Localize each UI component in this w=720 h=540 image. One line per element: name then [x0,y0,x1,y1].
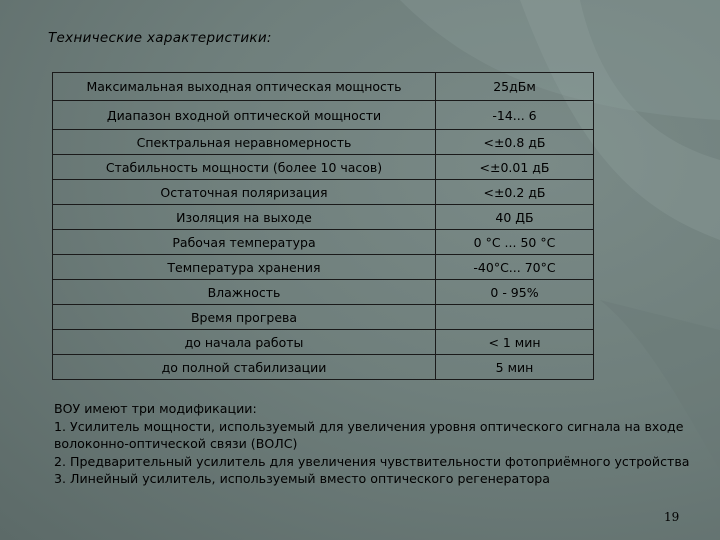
slide-heading: Технические характеристики: [48,30,272,46]
table-row [53,230,594,255]
modification-item: 1. Усилитель мощности, используемый для увеличения уровня оптического сигнала на входе волоконно-оптической связи (ВОЛС) [54,418,684,452]
spec-value: < 1 мин [436,330,594,355]
spec-value: <±0.2 дБ [436,180,594,205]
table-row [53,205,594,230]
spec-value: 5 мин [436,355,594,380]
spec-param: Спектральная неравномерность [53,130,436,155]
modification-item: 2. Предварительный усилитель для увеличения чувствительности фотоприёмного устройства [54,453,690,469]
table-row [53,155,594,180]
table-row [53,101,594,130]
spec-param: Диапазон входной оптической мощности [53,101,436,130]
table-row [53,280,594,305]
modifications-text [54,400,694,488]
table-row [53,73,594,101]
spec-param: Температура хранения [53,255,436,280]
table-row [53,305,594,330]
modifications-intro: ВОУ имеют три модификации: [54,401,257,416]
table-row [53,180,594,205]
spec-param: Время прогрева [53,305,436,330]
spec-param: до начала работы [53,330,436,355]
spec-value [436,305,594,330]
spec-param: Максимальная выходная оптическая мощность [53,73,436,101]
spec-param: Влажность [53,280,436,305]
spec-param: Остаточная поляризация [53,180,436,205]
spec-param: до полной стабилизации [53,355,436,380]
specs-table [52,72,594,380]
page-number: 19 [664,510,680,524]
spec-param: Стабильность мощности (более 10 часов) [53,155,436,180]
table-row [53,355,594,380]
table-row [53,330,594,355]
spec-value: 25дБм [436,73,594,101]
table-row [53,255,594,280]
spec-value: -14... 6 [436,101,594,130]
modification-item: 3. Линейный усилитель, используемый вместо оптического регенератора [54,471,551,487]
spec-value: <±0.8 дБ [436,130,594,155]
spec-value: 0 - 95% [436,280,594,305]
table-row [53,130,594,155]
spec-value: <±0.01 дБ [436,155,594,180]
spec-value: -40°С... 70°С [436,255,594,280]
spec-value: 40 ДБ [436,205,594,230]
spec-param: Изоляция на выходе [53,205,436,230]
spec-value: 0 °С ... 50 °С [436,230,594,255]
spec-param: Рабочая температура [53,230,436,255]
